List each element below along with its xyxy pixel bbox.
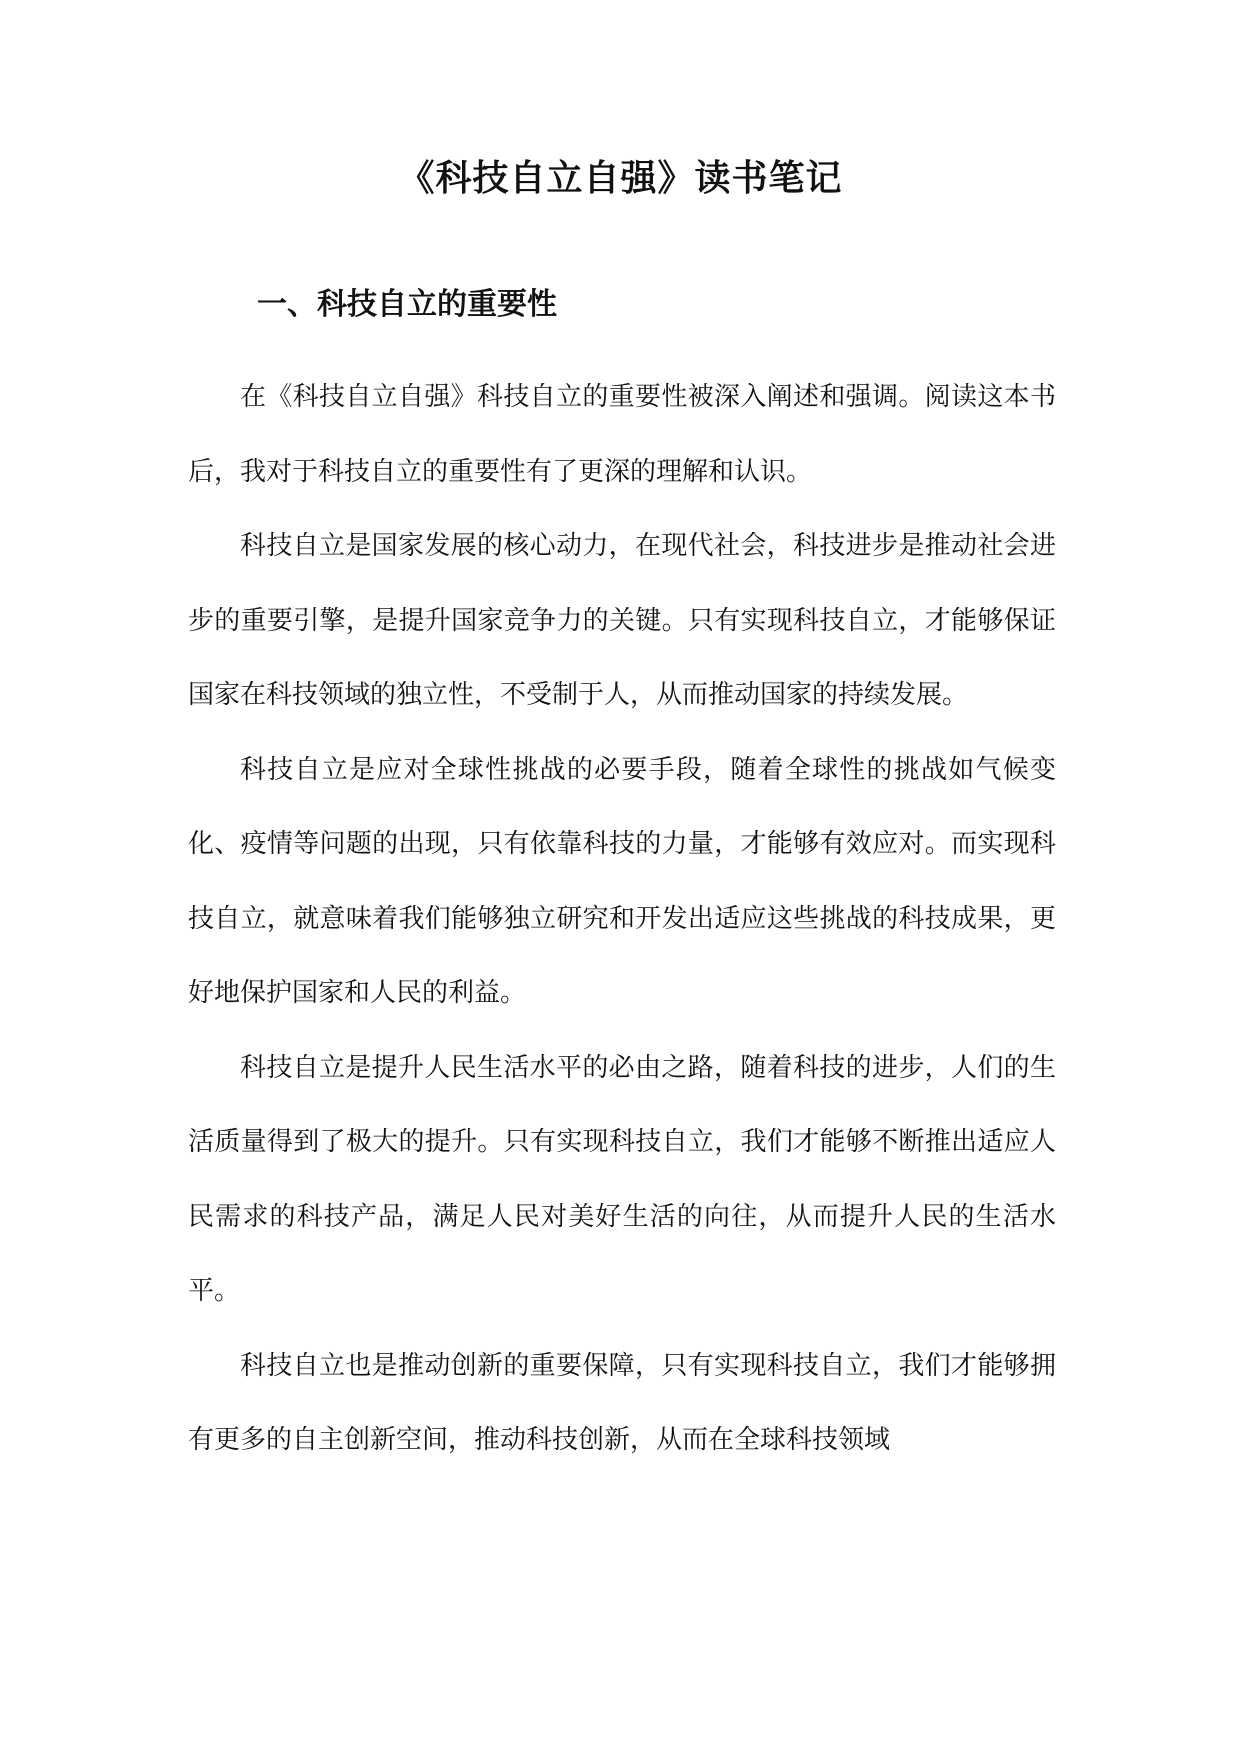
- paragraph: 科技自立是国家发展的核心动力，在现代社会，科技进步是推动社会进步的重要引擎，是提升国家竞争力的关键。只有实现科技自立，才能够保证国家在科技领域的独立性，不受制于人，从而推动国家的持续发展。: [188, 531, 1056, 710]
- paragraph: 科技自立是应对全球性挑战的必要手段，随着全球性的挑战如气候变化、疫情等问题的出现，只有依靠科技的力量，才能够有效应对。而实现科技自立，就意味着我们能够独立研究和开发出适应这些挑战的科技成果，更好地保护国家和人民的利益。: [188, 754, 1056, 1008]
- document-body: [188, 360, 1056, 1478]
- document-title: 《科技自立自强》读书笔记: [398, 157, 843, 199]
- paragraph: 在《科技自立自强》科技自立的重要性被深入阐述和强调。阅读这本书后，我对于科技自立的重要性有了更深的理解和认识。: [188, 382, 1056, 487]
- paragraph: 科技自立是提升人民生活水平的必由之路，随着科技的进步，人们的生活质量得到了极大的提升。只有实现科技自立，我们才能够不断推出适应人民需求的科技产品，满足人民对美好生活的向往，从而提升人民的生活水平。: [188, 1052, 1056, 1306]
- section-heading: 一、科技自立的重要性: [257, 287, 557, 322]
- paragraph: 科技自立也是推动创新的重要保障，只有实现科技自立，我们才能够拥有更多的自主创新空间，推动科技创新，从而在全球科技领域: [188, 1350, 1056, 1455]
